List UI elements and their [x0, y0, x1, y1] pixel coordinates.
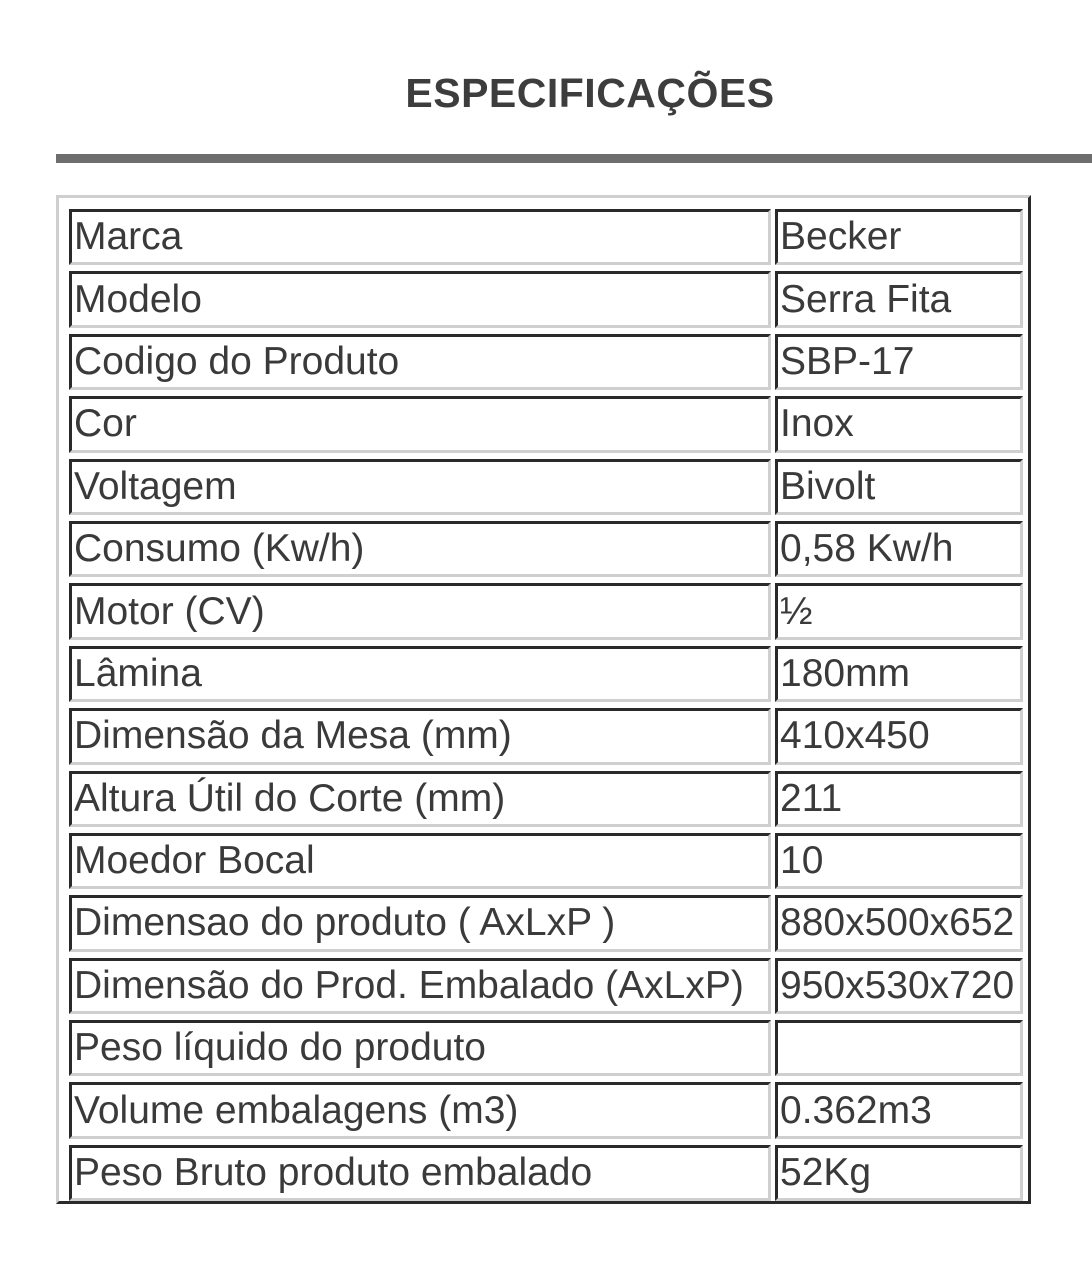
spec-value: 52Kg	[775, 1145, 1023, 1201]
spec-label: Marca	[69, 209, 771, 265]
specifications-table	[56, 195, 1031, 1204]
table-row	[69, 1020, 1023, 1076]
spec-value: Serra Fita	[775, 271, 1023, 327]
spec-value: Bivolt	[775, 459, 1023, 515]
spec-value: 10	[775, 833, 1023, 889]
table-row	[69, 833, 1023, 889]
spec-label: Cor	[69, 396, 771, 452]
table-row	[69, 1082, 1023, 1138]
table-row	[69, 334, 1023, 390]
spec-label: Voltagem	[69, 459, 771, 515]
spec-value: Becker	[775, 209, 1023, 265]
spec-label: Lâmina	[69, 646, 771, 702]
table-row	[69, 646, 1023, 702]
table-row	[69, 396, 1023, 452]
spec-label: Dimensão do Prod. Embalado (AxLxP)	[69, 958, 771, 1014]
spec-value: 0.362m3	[775, 1082, 1023, 1138]
table-row	[69, 209, 1023, 265]
spec-label: Consumo (Kw/h)	[69, 521, 771, 577]
spec-value	[775, 1020, 1023, 1076]
spec-label: Dimensao do produto ( AxLxP )	[69, 895, 771, 951]
table-row	[69, 771, 1023, 827]
table-row	[69, 708, 1023, 764]
spec-label: Volume embalagens (m3)	[69, 1082, 771, 1138]
title-divider	[56, 154, 1092, 163]
spec-label: Motor (CV)	[69, 583, 771, 639]
spec-value: Inox	[775, 396, 1023, 452]
spec-value: 0,58 Kw/h	[775, 521, 1023, 577]
spec-value: 211	[775, 771, 1023, 827]
spec-label: Altura Útil do Corte (mm)	[69, 771, 771, 827]
spec-value: 950x530x720	[775, 958, 1023, 1014]
spec-value: 180mm	[775, 646, 1023, 702]
spec-label: Peso Bruto produto embalado	[69, 1145, 771, 1201]
spec-label: Codigo do Produto	[69, 334, 771, 390]
spec-label: Moedor Bocal	[69, 833, 771, 889]
spec-value: 880x500x652	[775, 895, 1023, 951]
spec-value: ½	[775, 583, 1023, 639]
table-row	[69, 583, 1023, 639]
table-row	[69, 459, 1023, 515]
table-row	[69, 1145, 1023, 1201]
page-title: ESPECIFICAÇÕES	[405, 70, 775, 116]
spec-value: 410x450	[775, 708, 1023, 764]
table-row	[69, 958, 1023, 1014]
spec-label: Dimensão da Mesa (mm)	[69, 708, 771, 764]
spec-label: Modelo	[69, 271, 771, 327]
table-row	[69, 521, 1023, 577]
spec-table-grid	[65, 203, 1027, 1207]
table-row	[69, 271, 1023, 327]
table-row	[69, 895, 1023, 951]
spec-value: SBP-17	[775, 334, 1023, 390]
spec-label: Peso líquido do produto	[69, 1020, 771, 1076]
